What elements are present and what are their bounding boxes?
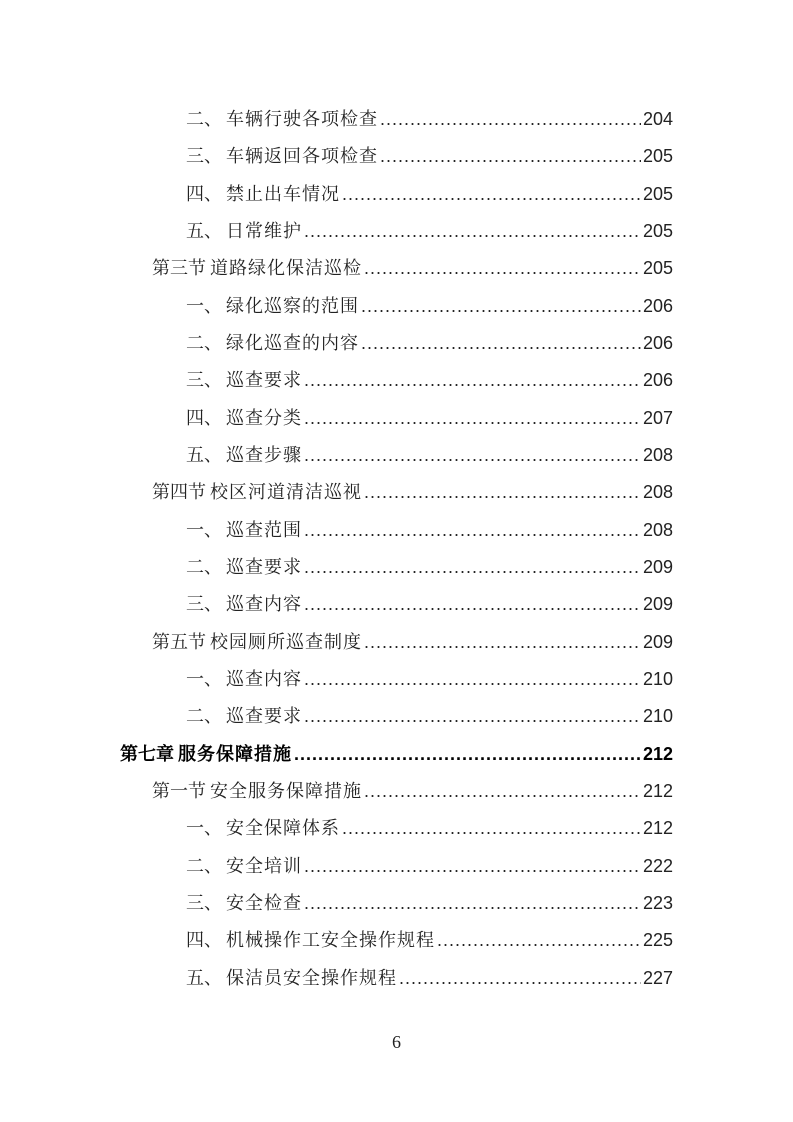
toc-entry — [186, 440, 673, 470]
toc-entry-number: 五、 — [186, 445, 222, 466]
toc-entry — [186, 328, 673, 358]
toc-entry-page: 204 — [642, 109, 673, 129]
toc-entry — [186, 851, 673, 881]
toc-dot-leader — [361, 328, 641, 358]
toc-section-entry — [152, 776, 673, 806]
toc-entry-number: 四、 — [186, 930, 222, 951]
toc-entry-page: 227 — [642, 968, 673, 988]
toc-dot-leader — [437, 925, 641, 955]
toc-entry-number: 二、 — [186, 706, 222, 727]
toc-dot-leader — [342, 179, 641, 209]
toc-entry-title: 道路绿化保洁巡检 — [210, 258, 362, 279]
toc-entry-number: 二、 — [186, 109, 222, 130]
toc-dot-leader — [364, 776, 641, 806]
toc-dot-leader — [304, 440, 641, 470]
toc-entry-page: 212 — [642, 744, 673, 764]
toc-entry-number: 二、 — [186, 333, 222, 354]
toc-dot-leader — [380, 141, 641, 171]
toc-entry-number: 一、 — [186, 520, 222, 541]
toc-dot-leader — [304, 216, 641, 246]
toc-section-entry — [152, 477, 673, 507]
toc-dot-leader — [364, 627, 641, 657]
toc-entry-title: 保洁员安全操作规程 — [226, 968, 397, 989]
toc-dot-leader — [361, 291, 641, 321]
toc-entry-page: 208 — [642, 520, 673, 540]
toc-entry-page: 205 — [642, 221, 673, 241]
toc-entry — [186, 291, 673, 321]
toc-entry-page: 205 — [642, 258, 673, 278]
toc-section-entry — [152, 253, 673, 283]
toc-entry-title: 车辆返回各项检查 — [226, 146, 378, 167]
page-number: 6 — [392, 1032, 401, 1052]
toc-entry — [186, 664, 673, 694]
toc-entry-number: 一、 — [186, 818, 222, 839]
toc-entry-title: 安全保障体系 — [226, 818, 340, 839]
toc-entry-page: 210 — [642, 706, 673, 726]
toc-dot-leader — [304, 664, 641, 694]
toc-entry-title: 巡查范围 — [226, 520, 302, 541]
toc-entry-title: 巡查要求 — [226, 557, 302, 578]
toc-entry-title: 绿化巡查的内容 — [226, 333, 359, 354]
toc-entry-title: 车辆行驶各项检查 — [226, 109, 378, 130]
toc-entry-title: 巡查步骤 — [226, 445, 302, 466]
toc-dot-leader — [304, 552, 641, 582]
toc-entry-page: 207 — [642, 408, 673, 428]
toc-entry-page: 212 — [642, 818, 673, 838]
toc-entry-number: 第七章 — [120, 744, 174, 765]
toc-entry-page: 209 — [642, 632, 673, 652]
toc-dot-leader — [342, 813, 641, 843]
toc-entry — [186, 515, 673, 545]
toc-entry — [186, 589, 673, 619]
toc-dot-leader — [304, 403, 641, 433]
toc-entry — [186, 925, 673, 955]
toc-entry-title: 巡查内容 — [226, 669, 302, 690]
toc-entry-number: 第一节 — [152, 781, 206, 802]
toc-entry-title: 校区河道清洁巡视 — [210, 482, 362, 503]
toc-entry-title: 机械操作工安全操作规程 — [226, 930, 435, 951]
toc-entry-title: 巡查分类 — [226, 408, 302, 429]
toc-entry-number: 第四节 — [152, 482, 206, 503]
toc-entry-page: 223 — [642, 893, 673, 913]
toc-entry-page: 206 — [642, 370, 673, 390]
toc-entry — [186, 813, 673, 843]
toc-entry — [186, 104, 673, 134]
toc-dot-leader — [304, 365, 641, 395]
toc-entry-number: 四、 — [186, 184, 222, 205]
toc-entry-number: 第三节 — [152, 258, 206, 279]
toc-entry — [186, 403, 673, 433]
toc-entry — [186, 552, 673, 582]
toc-dot-leader — [304, 888, 641, 918]
toc-entry — [186, 365, 673, 395]
toc-entry-number: 一、 — [186, 296, 222, 317]
toc-dot-leader — [304, 851, 641, 881]
toc-entry-title: 安全服务保障措施 — [210, 781, 362, 802]
toc-entry-number: 二、 — [186, 557, 222, 578]
toc-entry-title: 安全培训 — [226, 856, 302, 877]
toc-entry-number: 五、 — [186, 968, 222, 989]
toc-dot-leader — [364, 253, 641, 283]
toc-entry-page: 205 — [642, 146, 673, 166]
toc-entry-title: 巡查要求 — [226, 706, 302, 727]
toc-dot-leader — [304, 515, 641, 545]
toc-entry-number: 三、 — [186, 370, 222, 391]
toc-entry-title: 服务保障措施 — [178, 744, 292, 765]
toc-entry — [186, 963, 673, 993]
toc-entry-title: 安全检查 — [226, 893, 302, 914]
toc-entry-title: 巡查要求 — [226, 370, 302, 391]
toc-entry-title: 巡查内容 — [226, 594, 302, 615]
toc-entry-page: 225 — [642, 930, 673, 950]
toc-entry-page: 206 — [642, 296, 673, 316]
toc-entry-page: 208 — [642, 482, 673, 502]
toc-dot-leader — [304, 701, 641, 731]
toc-entry-number: 三、 — [186, 594, 222, 615]
toc-dot-leader — [364, 477, 641, 507]
toc-entry-title: 校园厕所巡查制度 — [210, 632, 362, 653]
toc-entry-page: 212 — [642, 781, 673, 801]
toc-entry-page: 210 — [642, 669, 673, 689]
toc-entry-number: 五、 — [186, 221, 222, 242]
toc-entry-number: 三、 — [186, 146, 222, 167]
toc-dot-leader — [380, 104, 641, 134]
toc-section-entry — [152, 627, 673, 657]
toc-entry — [186, 216, 673, 246]
toc-entry-number: 四、 — [186, 408, 222, 429]
toc-entry — [186, 888, 673, 918]
toc-dot-leader — [294, 739, 641, 769]
toc-entry — [186, 179, 673, 209]
toc-chapter-entry — [120, 739, 673, 769]
toc-entry-page: 209 — [642, 557, 673, 577]
toc-entry — [186, 701, 673, 731]
toc-entry-title: 禁止出车情况 — [226, 184, 340, 205]
toc-entry-number: 二、 — [186, 856, 222, 877]
toc-entry-page: 205 — [642, 184, 673, 204]
toc-dot-leader — [399, 963, 641, 993]
toc-entry-number: 三、 — [186, 893, 222, 914]
toc-dot-leader — [304, 589, 641, 619]
toc-entry-title: 绿化巡察的范围 — [226, 296, 359, 317]
toc-entry-page: 222 — [642, 856, 673, 876]
toc-entry-page: 209 — [642, 594, 673, 614]
toc-entry-page: 206 — [642, 333, 673, 353]
toc-entry-number: 一、 — [186, 669, 222, 690]
toc-entry-number: 第五节 — [152, 632, 206, 653]
toc-entry-title: 日常维护 — [226, 221, 302, 242]
toc-entry — [186, 141, 673, 171]
toc-entry-page: 208 — [642, 445, 673, 465]
